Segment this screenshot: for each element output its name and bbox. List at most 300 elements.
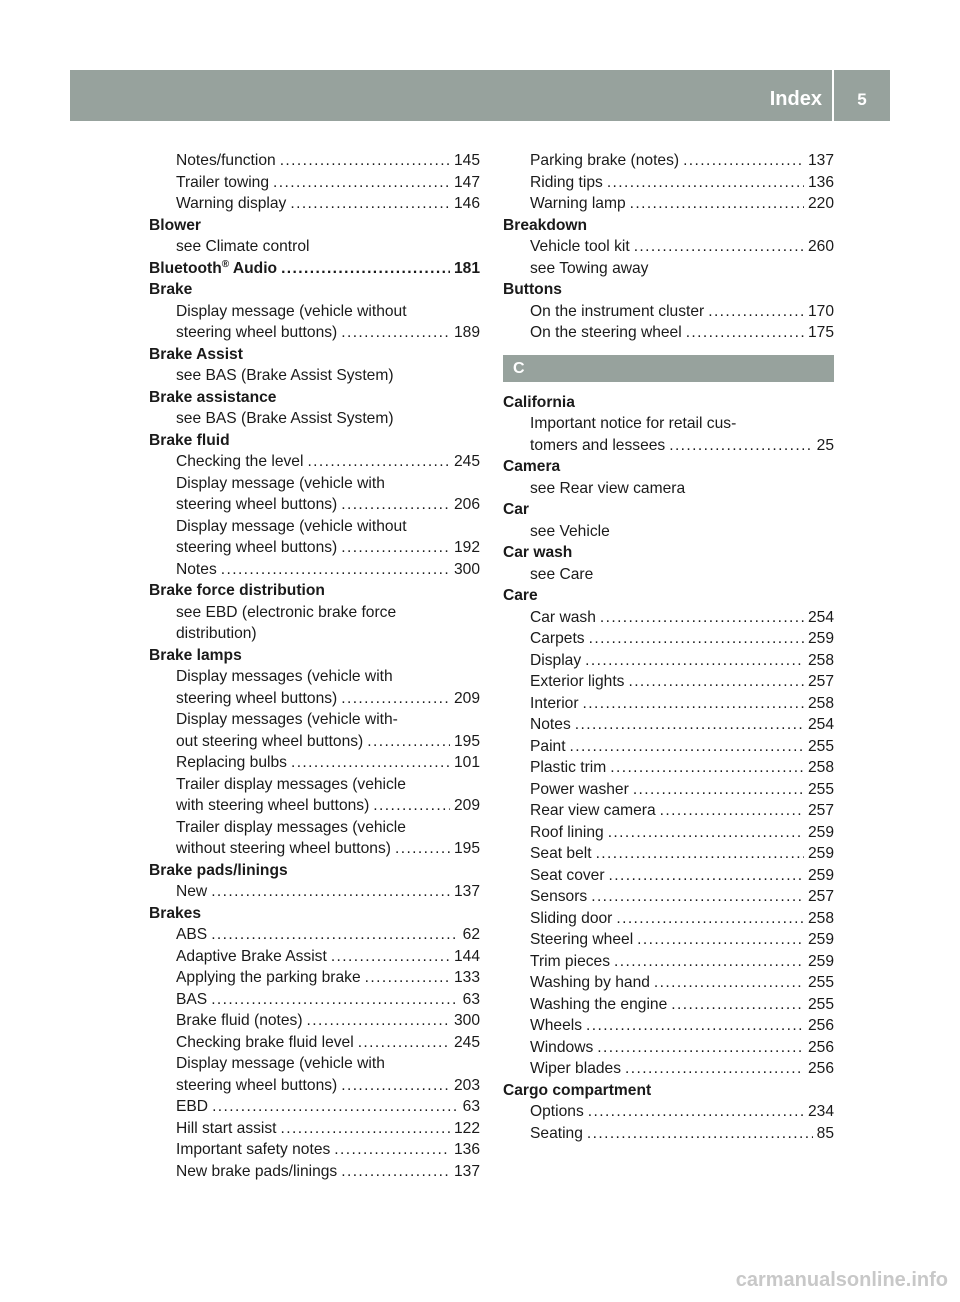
index-entry bbox=[503, 994, 834, 1016]
dot-leader bbox=[708, 301, 804, 323]
entry-label: Hill start assist bbox=[176, 1119, 277, 1137]
page-ref: 257 bbox=[807, 802, 834, 819]
entry-label: steering wheel buttons) bbox=[176, 1076, 338, 1094]
index-entry bbox=[503, 607, 834, 629]
index-entry bbox=[149, 301, 480, 323]
entry-label: Display messages (vehicle with- bbox=[176, 711, 398, 728]
page-ref: 255 bbox=[807, 737, 834, 755]
dot-leader bbox=[587, 1123, 813, 1145]
index-entry bbox=[149, 623, 480, 645]
index-entry bbox=[503, 478, 834, 500]
index-entry bbox=[149, 946, 480, 968]
entry-label: New bbox=[176, 883, 208, 900]
entry-label: Roof lining bbox=[530, 823, 604, 841]
dot-leader bbox=[341, 688, 450, 710]
dot-leader bbox=[221, 559, 450, 581]
index-entry bbox=[503, 236, 834, 258]
page-ref: 256 bbox=[807, 1017, 834, 1034]
page-ref: 258 bbox=[807, 694, 834, 712]
entry-label: Seat cover bbox=[530, 866, 605, 884]
index-entry bbox=[149, 795, 480, 817]
index-entry bbox=[503, 258, 834, 280]
page-ref: 259 bbox=[807, 823, 834, 841]
dot-leader bbox=[341, 494, 450, 516]
entry-label: Replacing bulbs bbox=[176, 754, 287, 771]
dot-leader bbox=[583, 693, 804, 715]
page-ref: 63 bbox=[462, 1098, 480, 1115]
index-entry bbox=[503, 693, 834, 715]
index-entry bbox=[503, 1101, 834, 1123]
page-ref: 259 bbox=[807, 845, 834, 862]
entry-label: distribution) bbox=[176, 625, 257, 642]
page-ref: 181 bbox=[453, 259, 480, 277]
entry-label: Notes bbox=[176, 560, 217, 578]
index-entry bbox=[503, 172, 834, 194]
page-ref: 220 bbox=[807, 195, 834, 212]
page-header bbox=[70, 70, 890, 121]
entry-label: Brake Assist bbox=[149, 345, 243, 363]
index-entry bbox=[149, 516, 480, 538]
entry-label: see Rear view camera bbox=[530, 479, 686, 497]
index-entry bbox=[503, 865, 834, 887]
index-entry bbox=[503, 435, 834, 457]
entry-label: Trim pieces bbox=[530, 952, 611, 970]
entry-label: Sensors bbox=[530, 888, 588, 905]
dot-leader bbox=[630, 193, 804, 215]
dot-leader bbox=[654, 972, 804, 994]
index-entry bbox=[149, 774, 480, 796]
index-entry bbox=[503, 800, 834, 822]
dot-leader bbox=[616, 908, 804, 930]
dot-leader bbox=[211, 989, 458, 1011]
entry-label: Trailer towing bbox=[176, 173, 270, 191]
entry-label: Exterior lights bbox=[530, 673, 625, 690]
entry-label: see EBD (electronic brake force bbox=[176, 603, 397, 621]
index-entry bbox=[503, 671, 834, 693]
index-entry bbox=[149, 408, 480, 430]
dot-leader bbox=[341, 1075, 450, 1097]
entry-label: California bbox=[503, 393, 575, 411]
index-heading bbox=[503, 392, 834, 414]
entry-label: BAS bbox=[176, 990, 208, 1008]
dot-leader bbox=[608, 822, 804, 844]
dot-leader bbox=[281, 1118, 450, 1140]
dot-leader bbox=[628, 671, 804, 693]
dot-leader bbox=[341, 537, 450, 559]
index-entry bbox=[149, 881, 480, 903]
dot-leader bbox=[637, 929, 804, 951]
page-ref: 203 bbox=[453, 1076, 480, 1094]
dot-leader bbox=[671, 994, 804, 1016]
dot-leader bbox=[607, 172, 804, 194]
index-column-right bbox=[503, 150, 834, 1144]
entry-label: EBD bbox=[176, 1098, 209, 1115]
entry-label: Brake assistance bbox=[149, 388, 277, 406]
index-entry bbox=[149, 1139, 480, 1161]
index-entry bbox=[503, 951, 834, 973]
page-ref: 145 bbox=[453, 152, 480, 169]
page-ref: 144 bbox=[453, 947, 480, 965]
entry-label: Blower bbox=[149, 216, 201, 234]
entry-label: tomers and lessees bbox=[530, 436, 666, 454]
page-ref: 245 bbox=[453, 453, 480, 470]
entry-label: New brake pads/linings bbox=[176, 1162, 338, 1180]
entry-label: Camera bbox=[503, 458, 561, 475]
index-entry bbox=[503, 1123, 834, 1145]
dot-leader bbox=[395, 838, 450, 860]
page-ref: 258 bbox=[807, 651, 834, 669]
index-heading bbox=[503, 215, 834, 237]
page-ref: 256 bbox=[807, 1060, 834, 1077]
index-entry bbox=[503, 301, 834, 323]
page-ref: 209 bbox=[453, 689, 480, 707]
page-ref: 300 bbox=[453, 560, 480, 578]
entry-label: Seat belt bbox=[530, 845, 592, 862]
entry-label: Notes bbox=[530, 716, 571, 733]
index-entry bbox=[503, 150, 834, 172]
entry-label: Plastic trim bbox=[530, 759, 607, 776]
index-entry bbox=[149, 752, 480, 774]
index-heading bbox=[149, 258, 480, 280]
dot-leader bbox=[660, 800, 804, 822]
index-entry bbox=[503, 757, 834, 779]
entry-label: steering wheel buttons) bbox=[176, 689, 338, 707]
entry-label: Adaptive Brake Assist bbox=[176, 947, 327, 965]
entry-label: Power washer bbox=[530, 780, 629, 798]
page-ref: 259 bbox=[807, 630, 834, 647]
page-ref: 255 bbox=[807, 995, 834, 1013]
entry-label: Brake fluid bbox=[149, 431, 230, 449]
dot-leader bbox=[588, 1101, 804, 1123]
dot-leader bbox=[575, 714, 804, 736]
page-ref: 257 bbox=[807, 888, 834, 905]
index-heading bbox=[149, 645, 480, 667]
entry-label: On the instrument cluster bbox=[530, 302, 705, 320]
page-ref: 195 bbox=[453, 840, 480, 857]
index-entry bbox=[149, 838, 480, 860]
page-ref: 260 bbox=[807, 238, 834, 255]
entry-label: Breakdown bbox=[503, 216, 588, 234]
index-entry bbox=[149, 172, 480, 194]
entry-label: Display message (vehicle with bbox=[176, 1055, 385, 1072]
index-heading bbox=[149, 387, 480, 409]
index-entry bbox=[149, 1032, 480, 1054]
dot-leader bbox=[365, 967, 450, 989]
dot-leader bbox=[334, 1139, 450, 1161]
header-title: Index bbox=[770, 70, 834, 121]
page-ref: 170 bbox=[807, 302, 834, 320]
index-entry bbox=[149, 602, 480, 624]
dot-leader bbox=[373, 795, 450, 817]
index-entry bbox=[503, 779, 834, 801]
page-ref: 300 bbox=[453, 1012, 480, 1029]
page-ref: 259 bbox=[807, 866, 834, 884]
page-ref: 133 bbox=[453, 969, 480, 986]
entry-label: Washing the engine bbox=[530, 995, 668, 1013]
entry-label: see BAS (Brake Assist System) bbox=[176, 367, 394, 384]
entry-label: Car bbox=[503, 501, 530, 518]
index-entry bbox=[149, 1075, 480, 1097]
index-entry bbox=[149, 1096, 480, 1118]
entry-label: Care bbox=[503, 587, 538, 604]
index-heading bbox=[149, 215, 480, 237]
entry-label: Checking brake fluid level bbox=[176, 1033, 354, 1051]
dot-leader bbox=[341, 322, 450, 344]
entry-label: Checking the level bbox=[176, 453, 304, 470]
entry-label: Brake fluid (notes) bbox=[176, 1012, 303, 1029]
watermark: carmanualsonline.info bbox=[735, 1269, 948, 1291]
entry-label: ABS bbox=[176, 926, 208, 943]
page-ref: 147 bbox=[453, 173, 480, 191]
dot-leader bbox=[211, 924, 458, 946]
index-heading bbox=[149, 430, 480, 452]
entry-label: Steering wheel bbox=[530, 931, 634, 948]
index-entry bbox=[503, 886, 834, 908]
entry-label: see Climate control bbox=[176, 238, 310, 255]
index-entry bbox=[149, 731, 480, 753]
entry-label: see Vehicle bbox=[530, 522, 610, 540]
index-entry bbox=[149, 451, 480, 473]
entry-label: Brake lamps bbox=[149, 646, 242, 664]
page-ref: 256 bbox=[807, 1038, 834, 1056]
dot-leader bbox=[570, 736, 804, 758]
entry-label: Washing by hand bbox=[530, 974, 650, 991]
entry-label: Buttons bbox=[503, 281, 562, 298]
entry-label: Carpets bbox=[530, 630, 585, 647]
page-ref: 255 bbox=[807, 974, 834, 991]
entry-label: Bluetooth® Audio bbox=[149, 258, 278, 277]
index-heading bbox=[503, 542, 834, 564]
dot-leader bbox=[683, 150, 804, 172]
dot-leader bbox=[291, 752, 450, 774]
dot-leader bbox=[586, 1015, 804, 1037]
index-entry bbox=[503, 650, 834, 672]
entry-label: Sliding door bbox=[530, 909, 613, 927]
entry-label: steering wheel buttons) bbox=[176, 539, 338, 556]
entry-label: Options bbox=[530, 1103, 584, 1120]
entry-label: Trailer display messages (vehicle bbox=[176, 818, 406, 836]
entry-label: Important safety notes bbox=[176, 1141, 331, 1158]
index-entry bbox=[503, 521, 834, 543]
entry-label: Display message (vehicle without bbox=[176, 517, 407, 535]
page-ref: 122 bbox=[453, 1119, 480, 1137]
entry-label: Wiper blades bbox=[530, 1060, 622, 1077]
dot-leader bbox=[600, 607, 804, 629]
entry-label: see Care bbox=[530, 565, 594, 583]
index-heading bbox=[149, 580, 480, 602]
index-entry bbox=[149, 365, 480, 387]
page-ref: 85 bbox=[816, 1124, 834, 1142]
page-ref: 137 bbox=[453, 883, 480, 900]
dot-leader bbox=[614, 951, 804, 973]
index-entry bbox=[503, 193, 834, 215]
entry-label: Important notice for retail cus- bbox=[530, 415, 737, 432]
page-ref: 25 bbox=[816, 436, 834, 454]
page-ref: 63 bbox=[462, 990, 480, 1008]
dot-leader bbox=[609, 865, 804, 887]
index-entry bbox=[503, 413, 834, 435]
page-ref: 62 bbox=[462, 926, 480, 943]
index-heading bbox=[503, 585, 834, 607]
index-entry bbox=[149, 1118, 480, 1140]
index-heading bbox=[503, 499, 834, 521]
dot-leader bbox=[280, 150, 450, 172]
dot-leader bbox=[686, 322, 804, 344]
index-entry bbox=[503, 929, 834, 951]
entry-label: Warning lamp bbox=[530, 195, 626, 212]
index-entry bbox=[503, 564, 834, 586]
entry-label: Vehicle tool kit bbox=[530, 238, 630, 255]
entry-label: Windows bbox=[530, 1038, 594, 1056]
dot-leader bbox=[610, 757, 804, 779]
entry-label: with steering wheel buttons) bbox=[176, 797, 370, 814]
index-heading bbox=[503, 456, 834, 478]
page-ref: 209 bbox=[453, 797, 480, 814]
page-ref: 206 bbox=[453, 496, 480, 513]
page-ref: 189 bbox=[453, 324, 480, 341]
entry-label: On the steering wheel bbox=[530, 324, 682, 341]
index-entry bbox=[503, 1015, 834, 1037]
page-ref: 101 bbox=[453, 754, 480, 771]
page-ref: 146 bbox=[453, 195, 480, 212]
index-entry bbox=[149, 494, 480, 516]
index-heading bbox=[149, 860, 480, 882]
entry-label: steering wheel buttons) bbox=[176, 324, 338, 341]
entry-label: Display bbox=[530, 651, 582, 669]
index-entry bbox=[149, 1053, 480, 1075]
entry-label: Display message (vehicle with bbox=[176, 474, 385, 492]
entry-label: Car wash bbox=[503, 544, 573, 561]
entry-label: see BAS (Brake Assist System) bbox=[176, 410, 394, 427]
page-ref: 136 bbox=[807, 173, 834, 191]
index-entry bbox=[149, 924, 480, 946]
dot-leader bbox=[212, 1096, 459, 1118]
dot-leader bbox=[596, 843, 804, 865]
entry-label: Display messages (vehicle with bbox=[176, 668, 393, 685]
page-ref: 234 bbox=[807, 1103, 834, 1120]
entry-label: Brake pads/linings bbox=[149, 861, 288, 879]
entry-label: Notes/function bbox=[176, 152, 276, 169]
dot-leader bbox=[307, 1010, 450, 1032]
entry-label: Rear view camera bbox=[530, 802, 656, 819]
index-entry bbox=[149, 967, 480, 989]
page-ref: 137 bbox=[807, 152, 834, 169]
dot-leader bbox=[307, 451, 450, 473]
page-ref: 254 bbox=[807, 608, 834, 626]
page-ref: 137 bbox=[453, 1162, 480, 1180]
page-ref: 245 bbox=[453, 1033, 480, 1051]
index-entry bbox=[149, 817, 480, 839]
dot-leader bbox=[273, 172, 450, 194]
entry-label: Paint bbox=[530, 737, 566, 755]
page-ref: 136 bbox=[453, 1141, 480, 1158]
entry-label: Brake force distribution bbox=[149, 582, 325, 599]
entry-label: without steering wheel buttons) bbox=[176, 840, 391, 857]
entry-label: Seating bbox=[530, 1124, 583, 1142]
index-entry bbox=[149, 236, 480, 258]
index-entry bbox=[503, 736, 834, 758]
entry-label: Interior bbox=[530, 694, 579, 712]
page-ref: 254 bbox=[807, 716, 834, 733]
index-entry bbox=[503, 714, 834, 736]
index-entry bbox=[149, 537, 480, 559]
entry-label: Wheels bbox=[530, 1017, 582, 1034]
index-entry bbox=[503, 972, 834, 994]
index-entry bbox=[503, 1058, 834, 1080]
dot-leader bbox=[589, 628, 804, 650]
entry-label: see Towing away bbox=[530, 259, 649, 277]
dot-leader bbox=[358, 1032, 450, 1054]
index-heading bbox=[149, 344, 480, 366]
index-entry bbox=[503, 322, 834, 344]
page-ref: 257 bbox=[807, 673, 834, 690]
dot-leader bbox=[211, 881, 450, 903]
dot-leader bbox=[591, 886, 804, 908]
index-entry bbox=[149, 322, 480, 344]
index-entry bbox=[149, 1010, 480, 1032]
dot-leader bbox=[669, 435, 812, 457]
page-ref: 259 bbox=[807, 931, 834, 948]
dot-leader bbox=[585, 650, 804, 672]
entry-label: Brake bbox=[149, 281, 193, 298]
page-ref: 258 bbox=[807, 759, 834, 776]
index-heading bbox=[503, 1080, 834, 1102]
entry-label: Display message (vehicle without bbox=[176, 302, 407, 320]
entry-label: steering wheel buttons) bbox=[176, 496, 338, 513]
section-letter-band: C bbox=[503, 355, 834, 382]
index-entry bbox=[149, 473, 480, 495]
index-entry bbox=[149, 709, 480, 731]
entry-label: out steering wheel buttons) bbox=[176, 732, 364, 750]
index-heading bbox=[149, 279, 480, 301]
entry-label: Parking brake (notes) bbox=[530, 152, 680, 169]
index-entry bbox=[149, 666, 480, 688]
entry-label: Brakes bbox=[149, 904, 202, 922]
entry-label: Warning display bbox=[176, 195, 287, 212]
entry-label: Cargo compartment bbox=[503, 1081, 652, 1099]
index-entry bbox=[149, 989, 480, 1011]
entry-label: Applying the parking brake bbox=[176, 969, 361, 986]
page-ref: 175 bbox=[807, 324, 834, 341]
page-ref: 195 bbox=[453, 732, 480, 750]
index-entry bbox=[149, 1161, 480, 1183]
dot-leader bbox=[634, 236, 804, 258]
index-entry bbox=[503, 1037, 834, 1059]
entry-label: Riding tips bbox=[530, 173, 603, 191]
index-entry bbox=[503, 908, 834, 930]
index-entry bbox=[503, 843, 834, 865]
index-entry bbox=[149, 688, 480, 710]
index-entry bbox=[149, 559, 480, 581]
dot-leader bbox=[597, 1037, 804, 1059]
dot-leader bbox=[290, 193, 450, 215]
entry-label: Trailer display messages (vehicle bbox=[176, 775, 406, 793]
index-entry bbox=[503, 628, 834, 650]
dot-leader bbox=[633, 779, 804, 801]
index-entry bbox=[503, 822, 834, 844]
page-ref: 258 bbox=[807, 909, 834, 927]
index-entry bbox=[149, 150, 480, 172]
page-ref: 192 bbox=[453, 539, 480, 556]
page-ref: 255 bbox=[807, 780, 834, 798]
entry-label: Car wash bbox=[530, 608, 596, 626]
dot-leader bbox=[625, 1058, 804, 1080]
index-heading bbox=[503, 279, 834, 301]
index-column-left bbox=[149, 150, 480, 1182]
index-entry bbox=[149, 193, 480, 215]
dot-leader bbox=[341, 1161, 450, 1183]
dot-leader bbox=[281, 258, 450, 280]
